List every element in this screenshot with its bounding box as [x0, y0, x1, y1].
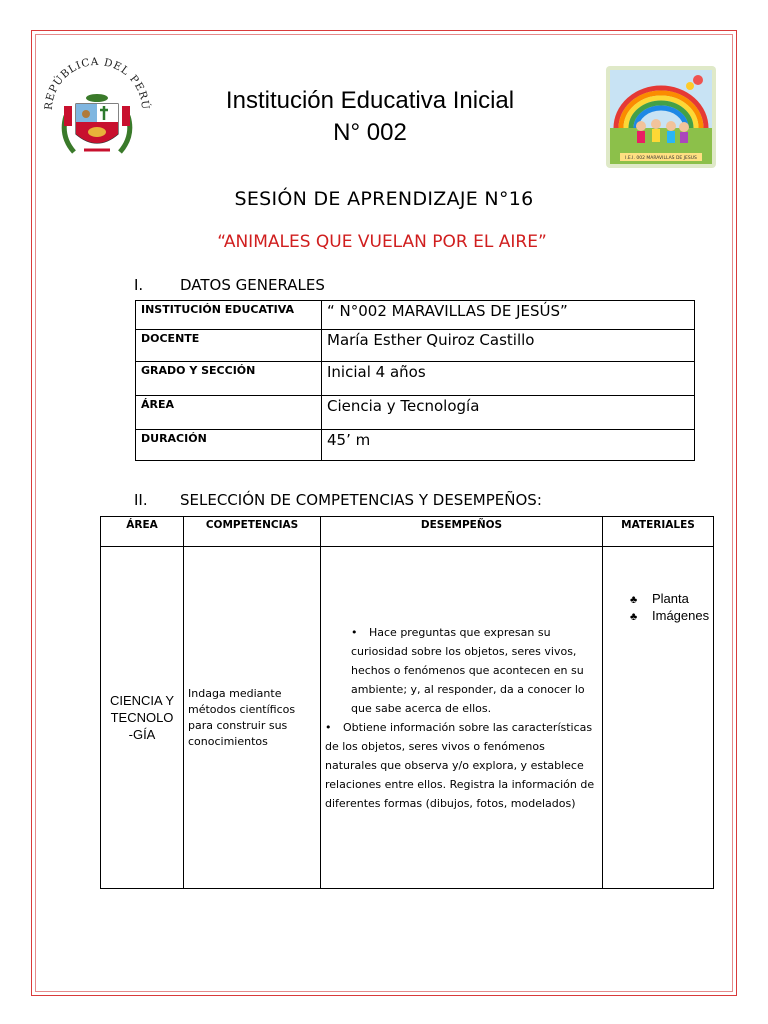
table-row — [136, 362, 695, 396]
header-competencias: COMPETENCIAS — [184, 517, 321, 547]
header-area: ÁREA — [101, 517, 184, 547]
row-key: ÁREA — [136, 396, 322, 430]
svg-text:REPÚBLICA DEL PERÚ — [43, 56, 153, 111]
club-bullet-icon: ♣ — [630, 611, 638, 623]
table-row — [136, 396, 695, 430]
bullet-icon: • — [325, 720, 332, 734]
desempenos-cell — [321, 547, 603, 889]
session-subtitle: “ANIMALES QUE VUELAN POR EL AIRE” — [217, 232, 547, 252]
area-line: -GÍA — [128, 727, 156, 742]
institution-title: Institución Educativa Inicial — [225, 87, 515, 114]
peru-coat-of-arms — [38, 52, 156, 162]
club-bullet-icon: ♣ — [630, 594, 638, 606]
list-item — [630, 591, 712, 606]
row-value: Ciencia y Tecnología — [322, 396, 695, 430]
session-title: SESIÓN DE APRENDIZAJE N°16 — [234, 188, 534, 210]
competencies-table — [100, 516, 714, 889]
table-row — [101, 547, 714, 889]
general-data-table — [135, 300, 695, 461]
section2-title: SELECCIÓN DE COMPETENCIAS Y DESEMPEÑOS: — [180, 491, 542, 509]
desempeno-item — [325, 718, 598, 813]
row-key: DOCENTE — [136, 330, 322, 362]
materiales-cell — [603, 547, 714, 889]
list-item — [630, 608, 712, 623]
header-materiales: MATERIALES — [603, 517, 714, 547]
section2-number: II. — [134, 491, 148, 509]
row-value: Inicial 4 años — [322, 362, 695, 396]
row-key: GRADO Y SECCIÓN — [136, 362, 322, 396]
seal-text: REPÚBLICA DEL PERÚ — [42, 55, 152, 111]
desempeno-text: Obtiene información sobre las características de los objetos, seres vivos o fenómenos naturales que observa y/o explora, y establece relaciones entre ellos. Registra la información de diferentes formas (dibujos, fotos, modelados) — [325, 720, 595, 810]
row-value: “ N°002 MARAVILLAS DE JESÚS” — [322, 301, 695, 330]
institution-number: N° 002 — [333, 119, 407, 146]
bullet-icon: • — [351, 625, 358, 639]
row-key: INSTITUCIÓN EDUCATIVA — [136, 301, 322, 330]
section1-number: I. — [134, 276, 144, 294]
section1-title: DATOS GENERALES — [180, 276, 325, 294]
table-header-row — [101, 517, 714, 547]
table-row — [136, 330, 695, 362]
row-value: María Esther Quiroz Castillo — [322, 330, 695, 362]
desempeno-item — [325, 623, 598, 718]
table-row — [136, 430, 695, 461]
row-key: DURACIÓN — [136, 430, 322, 461]
school-logo — [606, 66, 716, 168]
competencia-cell: Indaga mediante métodos científicos para construir sus conocimientos — [184, 547, 321, 889]
header-desempenos: DESEMPEÑOS — [321, 517, 603, 547]
area-line: TECNOLO — [110, 710, 174, 725]
area-cell — [101, 547, 184, 889]
desempeno-text: Hace preguntas que expresan su curiosidad sobre los objetos, seres vivos, hechos o fenómenos que acontecen en su ambiente; y, al responder, da a conocer lo que sabe acerca de ellos. — [351, 625, 585, 715]
material-label: Imágenes — [652, 608, 710, 623]
logo-caption: I.E.I. 002 MARAVILLAS DE JESUS — [625, 156, 697, 161]
material-label: Planta — [652, 591, 689, 606]
row-value: 45’ m — [322, 430, 695, 461]
table-row — [136, 301, 695, 330]
area-line: CIENCIA Y — [109, 693, 175, 708]
